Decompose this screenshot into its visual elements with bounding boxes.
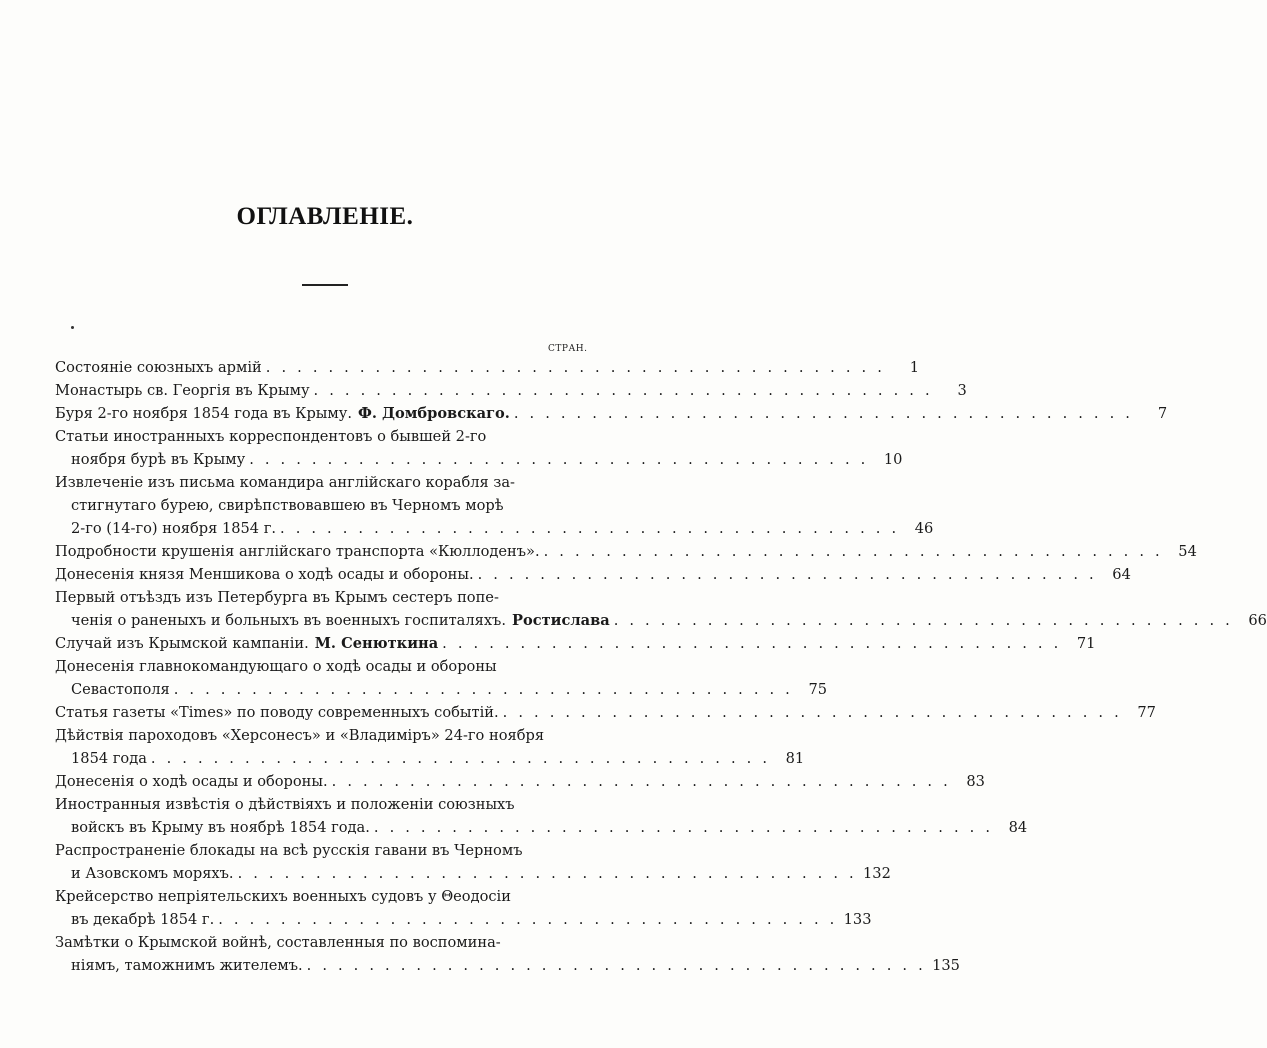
toc-entry (55, 540, 1197, 563)
toc-entry-text: Буря 2-го ноября 1854 года въ Крыму. (55, 405, 352, 422)
ink-speck (71, 326, 74, 329)
toc-entry-line (55, 655, 595, 678)
dot-leader: . . . . . . . . . . . . . . . . . . . . . . . . . . . . . . . . . . . . . . . . (543, 543, 1163, 560)
dot-leader: . . . . . . . . . . . . . . . . . . . . . . . . . . . . . . . . . . . . . . . . (513, 405, 1134, 422)
toc-page-number: 10 (883, 451, 903, 468)
toc-page-number: 71 (1076, 635, 1096, 652)
toc-entry (55, 356, 920, 379)
toc-entry-text: стигнутаго бурею, свирѣпствовавшею въ Черномъ морѣ (71, 497, 504, 514)
toc-page-number: 1 (909, 359, 920, 376)
toc-entry-line (55, 862, 891, 885)
toc-entry-text: ченія о раненыхъ и больныхъ въ военныхъ госпиталяхъ. (71, 612, 506, 629)
toc-entry-text: войскъ въ Крыму въ ноябрѣ 1854 года. (71, 819, 370, 836)
dot-leader: . . . . . . . . . . . . . . . . . . . . . . . . . . . . . . . . . . . . . . . . (477, 566, 1097, 583)
toc-entry (55, 632, 1096, 655)
toc-entry-text: въ декабрѣ 1854 г. (71, 911, 215, 928)
toc-page-number: 133 (843, 911, 872, 928)
toc-entry-text: 2-го (14-го) ноября 1854 г. (71, 520, 277, 537)
toc-entry-text: Севастополя (71, 681, 170, 698)
toc-entry-text: ніямъ, таможнимъ жителемъ. (71, 957, 303, 974)
toc-page-number: 66 (1248, 612, 1267, 629)
toc-entry-text: и Азовскомъ моряхъ. (71, 865, 234, 882)
toc-entry-text: Состояніе союзныхъ армій (55, 359, 262, 376)
toc-entry-author: Ростислава (511, 612, 610, 629)
toc-entry-line (55, 448, 903, 471)
toc-entry-text: Распространеніе блокады на всѣ русскія гавани въ Черномъ (55, 842, 523, 859)
toc-page-number: 135 (932, 957, 960, 974)
toc-entry-line (55, 356, 920, 379)
dot-leader: . . . . . . . . . . . . . . . . . . . . . . . . . . . . . . . . . . . . . . . . (442, 635, 1062, 652)
toc-entry (55, 563, 1131, 586)
toc-page-number: 132 (863, 865, 891, 882)
toc-entry-text: Первый отъѣздъ изъ Петербурга въ Крымъ сестеръ попе- (55, 589, 499, 606)
toc-page-number: 54 (1178, 543, 1197, 560)
toc-entry-text: 1854 года (71, 750, 147, 767)
toc-entry (55, 425, 903, 471)
toc-entry (55, 701, 1156, 724)
toc-entry-line (55, 816, 1028, 839)
toc-entry-line (55, 379, 967, 402)
dot-leader: . . . . . . . . . . . . . . . . . . . . . . . . . . . . . . . . . . . . . . . . (218, 911, 838, 928)
toc-page-number: 83 (966, 773, 985, 790)
toc-page-number: 3 (957, 382, 967, 399)
toc-entry-line (55, 724, 595, 747)
toc-entry-text: Статья газеты «Times» по поводу современныхъ событій. (55, 704, 499, 721)
toc-entry-text: ноября бурѣ въ Крыму (71, 451, 246, 468)
toc-entry-line (55, 425, 595, 448)
toc-page-number: 84 (1008, 819, 1028, 836)
toc-entry-line (55, 563, 1131, 586)
toc-entry-author: Ф. Домбровскаго. (357, 405, 510, 422)
toc-entry-text: Иностранныя извѣстія о дѣйствіяхъ и положеніи союзныхъ (55, 796, 515, 813)
toc-entry-line (55, 678, 828, 701)
toc-entry-text: Извлеченіе изъ письма командира англійскаго корабля за- (55, 474, 515, 491)
toc-entry (55, 402, 1168, 425)
toc-entry-line (55, 954, 960, 977)
toc-page-number: 46 (914, 520, 934, 537)
toc-entry (55, 931, 960, 977)
toc-entry-text: Донесенія о ходѣ осады и обороны. (55, 773, 328, 790)
toc-page-number: 81 (785, 750, 805, 767)
toc-entry (55, 770, 985, 793)
toc-entry-line (55, 908, 872, 931)
toc-entry-line (55, 839, 595, 862)
dot-leader: . . . . . . . . . . . . . . . . . . . . . . . . . . . . . . . . . . . . . . . . (613, 612, 1233, 629)
dot-leader: . . . . . . . . . . . . . . . . . . . . . . . . . . . . . . . . . . . . . . . . (249, 451, 869, 468)
toc-entry-text: Дѣйствія пароходовъ «Херсонесъ» и «Владиміръ» 24-го ноября (55, 727, 545, 744)
toc-entry (55, 885, 872, 931)
toc-entry-text: Замѣтки о Крымской войнѣ, составленныя по воспомина- (55, 934, 501, 951)
toc-page-number: 77 (1137, 704, 1156, 721)
toc-entry-line (55, 770, 985, 793)
page-title: ОГЛАВЛЕНІЕ. (236, 203, 414, 230)
toc-entry (55, 793, 1028, 839)
toc-entry-text: Случай изъ Крымской кампаніи. (55, 635, 309, 652)
toc-entry (55, 471, 934, 540)
toc-entry-line (55, 494, 595, 517)
toc-entry (55, 724, 805, 770)
toc-page-number: 64 (1112, 566, 1131, 583)
toc-entry-text: Крейсерство непріятельскихъ военныхъ судовъ у Θеодосіи (55, 888, 511, 905)
dot-leader: . . . . . . . . . . . . . . . . . . . . . . . . . . . . . . . . . . . . . . . . (502, 704, 1122, 721)
toc-entry-line (55, 540, 1197, 563)
toc-entry (55, 655, 828, 701)
toc-entry-text: Монастырь св. Георгія въ Крыму (55, 382, 310, 399)
dot-leader: . . . . . . . . . . . . . . . . . . . . . . . . . . . . . . . . . . . . . . . . (237, 865, 857, 882)
toc-entry-line (55, 609, 1267, 632)
toc-entry-line (55, 632, 1096, 655)
page-column-header: СТРАН. (548, 344, 588, 354)
toc-entry-line (55, 701, 1156, 724)
dot-leader: . . . . . . . . . . . . . . . . . . . . . . . . . . . . . . . . . . . . . . . . (280, 520, 900, 537)
toc-entry-line (55, 793, 595, 816)
toc-entry-text: Донесенія главнокомандующаго о ходѣ осады и обороны (55, 658, 497, 675)
toc-entry-line (55, 747, 805, 770)
toc-entry-author: М. Сенюткина (314, 635, 439, 652)
dot-leader: . . . . . . . . . . . . . . . . . . . . . . . . . . . . . . . . . . . . . . . . (265, 359, 886, 376)
toc-entry-line (55, 931, 595, 954)
toc-entry-line (55, 471, 595, 494)
dot-leader: . . . . . . . . . . . . . . . . . . . . . . . . . . . . . . . . . . . . . . . . (306, 957, 926, 974)
toc-page-number: 75 (808, 681, 828, 698)
toc-entry-line (55, 517, 934, 540)
toc-entry-line (55, 402, 1168, 425)
toc-entry-line (55, 586, 595, 609)
toc-entry-text: Подробности крушенія англійскаго транспорта «Кюллоденъ». (55, 543, 540, 560)
title-rule (302, 284, 348, 286)
toc-entry-text: Статьи иностранныхъ корреспондентовъ о бывшей 2-го (55, 428, 487, 445)
toc-entry (55, 839, 891, 885)
dot-leader: . . . . . . . . . . . . . . . . . . . . . . . . . . . . . . . . . . . . . . . . (331, 773, 951, 790)
toc-entry-text: Донесенія князя Меншикова о ходѣ осады и обороны. (55, 566, 474, 583)
table-of-contents (55, 356, 1267, 977)
toc-entry (55, 586, 1267, 632)
toc-entry (55, 379, 967, 402)
toc-entry-line (55, 885, 595, 908)
toc-page-number: 7 (1157, 405, 1168, 422)
dot-leader: . . . . . . . . . . . . . . . . . . . . . . . . . . . . . . . . . . . . . . . . (173, 681, 794, 698)
dot-leader: . . . . . . . . . . . . . . . . . . . . . . . . . . . . . . . . . . . . . . . . (313, 382, 933, 399)
dot-leader: . . . . . . . . . . . . . . . . . . . . . . . . . . . . . . . . . . . . . . . . (373, 819, 994, 836)
dot-leader: . . . . . . . . . . . . . . . . . . . . . . . . . . . . . . . . . . . . . . . . (150, 750, 771, 767)
